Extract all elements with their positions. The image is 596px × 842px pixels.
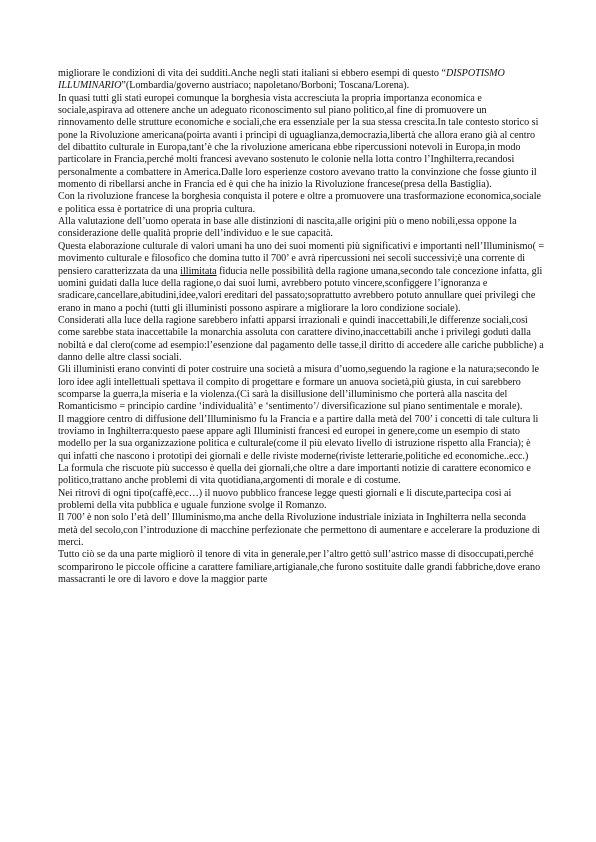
- paragraph-illuministi: Gli illuministi erano convinti di poter costruire una società a misura d’uomo,seguendo la ragione e la natura;secondo le loro idee agli intellettuali spettava il compito di progettare e formare un anuova società,più giusta, in cui sarebbero scomparse la guerra,la miseria e la violenza.(Ci sarà la disillusione dell’illuminismo che porterà alla nascita del Romanticismo = principio cardine ‘individualità’ e ‘sentimento’/ diversificazione sul piano sentimentale e morale).: [58, 364, 539, 413]
- paragraph-despotism: [58, 68, 545, 93]
- paragraph-diffusione: Il maggiore centro di diffusione dell’Illuminismo fu la Francia e a partire dalla metà del 700’ i concetti di tale cultura li troviamo in Inghilterra:questo paese appare agli Illuministi francesi ed europei in genere,come un esempio di stato modello per la sua organizzazione politica e culturale(come il più elevato livello di istruzione rispetto alla Francia); è qui infatti che nascono i prototipi dei giornali e delle riviste moderne(riviste letterarie,politiche ed economiche..ecc.): [58, 413, 539, 462]
- document-page: [58, 68, 545, 586]
- paragraph-valutazione: Alla valutazione dell’uomo operata in base alle distinzioni di nascita,alle origini più o meno nobili,essa oppone la considerazione delle qualità proprie dell’individuo e le sue capacità.: [58, 216, 517, 240]
- paragraph-text: Questa elaborazione culturale di valori umani ha uno dei suoi momenti più significativi e importanti nell’Illuminismo( = movimento culturale e filosofico che domina tutto il 700’ e avrà ripercussioni nei secoli successivi;è una corrente di pensiero caratterizzata da una: [58, 240, 545, 277]
- paragraph-illuminismo: [58, 241, 545, 315]
- paragraph-french-revolution: Con la rivoluzione francese la borghesia conquista il potere e oltre a promuovere una trasformazione economica,sociale e politica essa è portatrice di una propria cultura.: [58, 191, 542, 215]
- paragraph-tenore-di-vita: Tutto ciò se da una parte migliorò il tenore di vita in generale,per l’altro gettò sull’astrico masse di disoccupati,perché scomparirono le piccole officine a carattere familiare,artigianale,che furono sostituite dalle grandi fabbriche,dove erano massacranti le ore di lavoro e dove la maggior parte: [58, 549, 541, 586]
- paragraph-bourgeoisie: In quasi tutti gli stati europei comunque la borghesia vista accresciuta la propria importanza economica e sociale,aspirava ad ottenere anche un adeguato riconoscimento sul piano politico,al fine di promuovere un rinnovamento delle strutture economiche e sociali,che era essenziale per la sua stessa crescita.In tale contesto storico si pone la Rivoluzione americana(poirta avanti i principi di uguaglianza,democrazia,libertà che allora erano già al centro del dibattito culturale in Europa,tant’è che la rivoluzione americana ebbe ripercussioni notevoli in Europa,in modo particolare in Francia,perché molti francesi avevano sostenuto le colonie nella lotta contro l’Inghilterra,recandosi personalmente a combattere in America.Dalle loro esperienze costoro avevano tratto la convinzione che fosse giunto il momento di ribellarsi anche in Francia ed è qui che ha inizio la Rivoluzione francese(presa della Bastiglia).: [58, 92, 539, 191]
- paragraph-text: fiducia nelle possibilità della ragione umana,secondo tale concezione infatta, gli uomini guidati dalla luce della ragione,o dai suoi lumi, avrebbero potuto vincere,sconfiggere l’ignoranza e sradicare,cancellare,abitudini,idee,valori ereditari del passato;soprattutto avrebbero potuto annullare quei privilegi che erano in mano a pochi (tutti gli illuministi possono aspirare a migliorare la loro condizione sociale).: [58, 265, 543, 314]
- paragraph-considerati: Considerati alla luce della ragione sarebbero infatti apparsi irrazionali e quindi inaccettabili,le differenze sociali,così come sarebbe stata inaccettabile la monarchia assoluta con carattere divino,inaccettabili anche i privilegi goduti dalla nobiltà e dal clero(come ad esempio:l’esenzione dal pagamento delle tasse,il diritto di accedere alle cariche pubbliche) a danno delle altre classi sociali.: [58, 314, 544, 363]
- italic-term: DISPOTISMO ILLUMINARIO: [58, 68, 505, 92]
- underlined-term: illimitata: [180, 265, 217, 277]
- paragraph-giornali: La formula che riscuote più successo è quella dei giornali,che oltre a dare importanti notizie di carattere economico e politico,trattano anche problemi di vita quotidiana,argomenti di morale e di costume.: [58, 463, 531, 487]
- paragraph-rivoluzione-industriale: Il 700’ è non solo l’età dell’ Illuminismo,ma anche della Rivoluzione industriale iniziata in Inghilterra nella seconda metà del secolo,con l’introduzione di macchine perfezionate che permettono di aumentare e accelerare la produzione di merci.: [58, 512, 541, 549]
- paragraph-ritrovi: Nei ritrovi di ogni tipo(caffè,ecc…) il nuovo pubblico francese legge questi giornali e li discute,partecipa così ai problemi della vita pubblica e uguale funzione svolge il Romanzo.: [58, 487, 512, 512]
- paragraph-text: ”(Lombardia/governo austriaco; napoletano/Borboni; Toscana/Lorena).: [121, 80, 410, 92]
- paragraph-text: migliorare le condizioni di vita dei sudditi.Anche negli stati italiani si ebbero esempi di questo “: [58, 68, 446, 79]
